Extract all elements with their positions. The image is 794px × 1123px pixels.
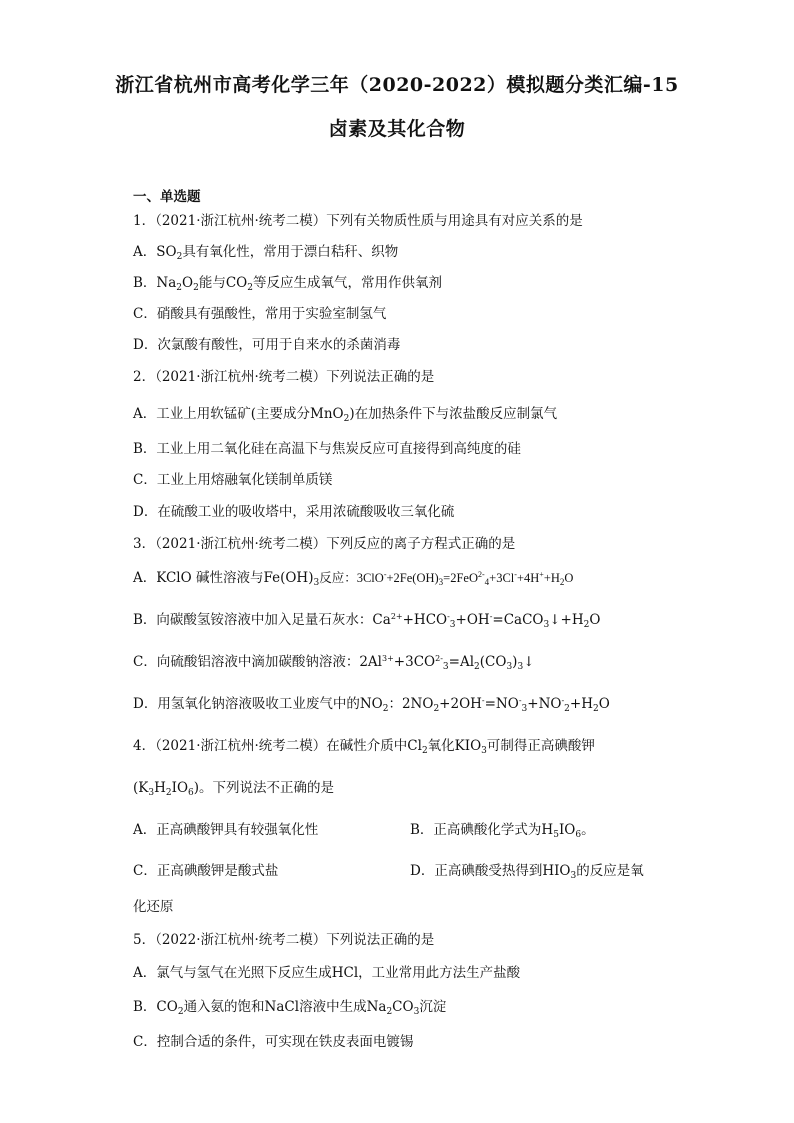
q2-option-d: D．在硫酸工业的吸收塔中，采用浓硫酸吸收三氧化硫 — [133, 504, 455, 520]
q4-stem: 4．（2021·浙江杭州·统考二模）在碱性介质中$Cl_2$氧化$KIO_3$可制得正高碘酸钾 — [133, 738, 595, 756]
q4-option-d-cont: 化还原 — [133, 899, 174, 915]
q3-option-b: B．向碳酸氢铵溶液中加入足量石灰水：$Ca^{2+}+HCO^-_3+OH^-=CaCO_3↓+H_2O$ — [133, 612, 601, 630]
q1-option-b: B．$Na_2O_2$能与$CO_2$等反应生成氧气，常用作供氧剂 — [133, 275, 442, 293]
q1-option-a: A．$SO_2$具有氧化性，常用于漂白秸秆、织物 — [133, 244, 399, 262]
q4-option-d: D．正高碘酸受热得到$HIO_3$的反应是氧 — [410, 863, 644, 881]
q4-option-a: A．正高碘酸钾具有较强氧化性 — [133, 822, 319, 838]
q4-option-c: C．正高碘酸钾是酸式盐 — [133, 863, 279, 879]
q5-stem: 5．（2022·浙江杭州·统考二模）下列说法正确的是 — [133, 932, 435, 948]
q5-option-c: C．控制合适的条件，可实现在铁皮表面电镀锡 — [133, 1034, 414, 1050]
q4-stem-cont: $(K_3H_2IO_6)$。下列说法不正确的是 — [133, 780, 335, 798]
q2-option-c: C．工业上用熔融氧化镁制单质镁 — [133, 472, 333, 488]
q2-stem: 2．（2021·浙江杭州·统考二模）下列说法正确的是 — [133, 369, 435, 385]
q2-option-b: B．工业上用二氧化硅在高温下与焦炭反应可直接得到高纯度的硅 — [133, 441, 521, 457]
q4-option-b: B．正高碘酸化学式为$H_5IO_6$。 — [410, 822, 595, 840]
q3-option-a: A．KClO 碱性溶液与$Fe(OH)_3$反应：$3ClO^-+2Fe(OH)_3=2FeO^{2-}_4+3Cl^-+4H^++H_2O$ — [133, 570, 574, 588]
q1-option-c: C．硝酸具有强酸性，常用于实验室制氢气 — [133, 306, 387, 322]
document-title-line1: 浙江省杭州市高考化学三年（2020-2022）模拟题分类汇编-15 — [115, 74, 679, 96]
q2-option-a: A．工业上用软锰矿(主要成分MnO$_2$)在加热条件下与浓盐酸反应制氯气 — [133, 406, 558, 424]
q5-option-b: B．$CO_2$通入氨的饱和NaCl溶液中生成$Na_2CO_3$沉淀 — [133, 999, 447, 1017]
q5-option-a: A．氯气与氢气在光照下反应生成HCl，工业常用此方法生产盐酸 — [133, 965, 521, 981]
q3-stem: 3．（2021·浙江杭州·统考二模）下列反应的离子方程式正确的是 — [133, 536, 516, 552]
q3-option-c: C．向硫酸铝溶液中滴加碳酸钠溶液：$2Al^{3+}+3CO^{2-}_3=Al_2(CO_3)_3↓$ — [133, 654, 535, 672]
q1-stem: 1．（2021·浙江杭州·统考二模）下列有关物质性质与用途具有对应关系的是 — [133, 213, 583, 229]
q3-option-d: D．用氢氧化钠溶液吸收工业废气中的$NO_2$：$2NO_2+2OH^-=NO^-_3+NO^-_2+H_2O$ — [133, 696, 610, 714]
document-title-line2: 卤素及其化合物 — [328, 118, 466, 140]
section-heading: 一、单选题 — [133, 189, 201, 205]
q1-option-d: D．次氯酸有酸性，可用于自来水的杀菌消毒 — [133, 337, 401, 353]
